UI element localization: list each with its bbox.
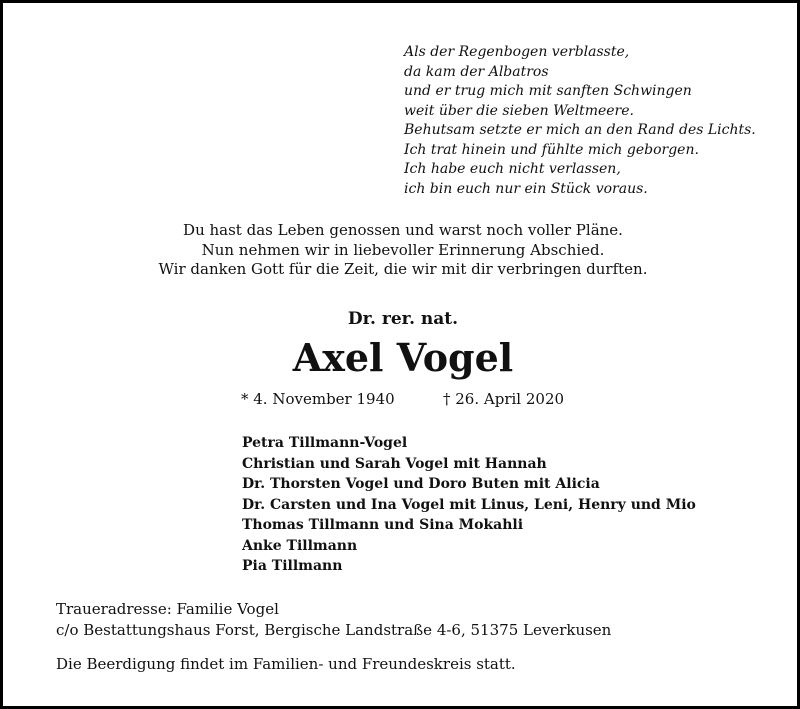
intro-line: Wir danken Gott für die Zeit, die wir mit dir verbringen durften. [158, 260, 648, 278]
mourner-name: Anke Tillmann [242, 537, 358, 554]
poem-line: da kam der Albatros [404, 63, 549, 80]
mourner-name: Dr. Carsten und Ina Vogel mit Linus, Leni, Henry und Mio [242, 496, 696, 513]
poem-line: und er trug mich mit sanften Schwingen [404, 83, 692, 99]
mourner-name: Petra Tillmann-Vogel [242, 435, 408, 451]
birth-date: * 4. November 1940 [241, 390, 395, 408]
mourner-name: Pia Tillmann [242, 558, 343, 574]
mourner-name: Dr. Thorsten Vogel und Doro Buten mit Alicia [242, 476, 600, 492]
mourning-address [56, 599, 611, 641]
poem-line: Ich habe euch nicht verlassen, [404, 161, 621, 177]
mourners-list [242, 433, 696, 577]
intro-line: Nun nehmen wir in liebevoller Erinnerung Abschied. [201, 240, 605, 259]
address-line: c/o Bestattungshaus Forst, Bergische Landstraße 4-6, 51375 Leverkusen [56, 621, 612, 639]
poem-line: Als der Regenbogen verblasste, [404, 44, 630, 60]
poem-line: Ich trat hinein und fühlte mich geborgen. [404, 141, 699, 158]
deceased-name: Axel Vogel [292, 335, 514, 380]
death-date: † 26. April 2020 [443, 390, 565, 408]
funeral-note: Die Beerdigung findet im Familien- und Freundeskreis statt. [56, 655, 516, 673]
intro-text [3, 221, 800, 280]
poem-line: ich bin euch nur ein Stück voraus. [404, 180, 648, 197]
academic-title: Dr. rer. nat. [347, 309, 459, 329]
poem-line: Behutsam setzte er mich an den Rand des Lichts. [404, 122, 756, 138]
intro-line: Du hast das Leben genossen und warst noch voller Pläne. [183, 221, 623, 239]
mourner-name: Christian und Sarah Vogel mit Hannah [242, 455, 547, 472]
address-line: Traueradresse: Familie Vogel [56, 600, 279, 618]
mourner-name: Thomas Tillmann und Sina Mokahli [242, 517, 524, 533]
poem [404, 43, 756, 199]
poem-line: weit über die sieben Weltmeere. [404, 102, 634, 119]
